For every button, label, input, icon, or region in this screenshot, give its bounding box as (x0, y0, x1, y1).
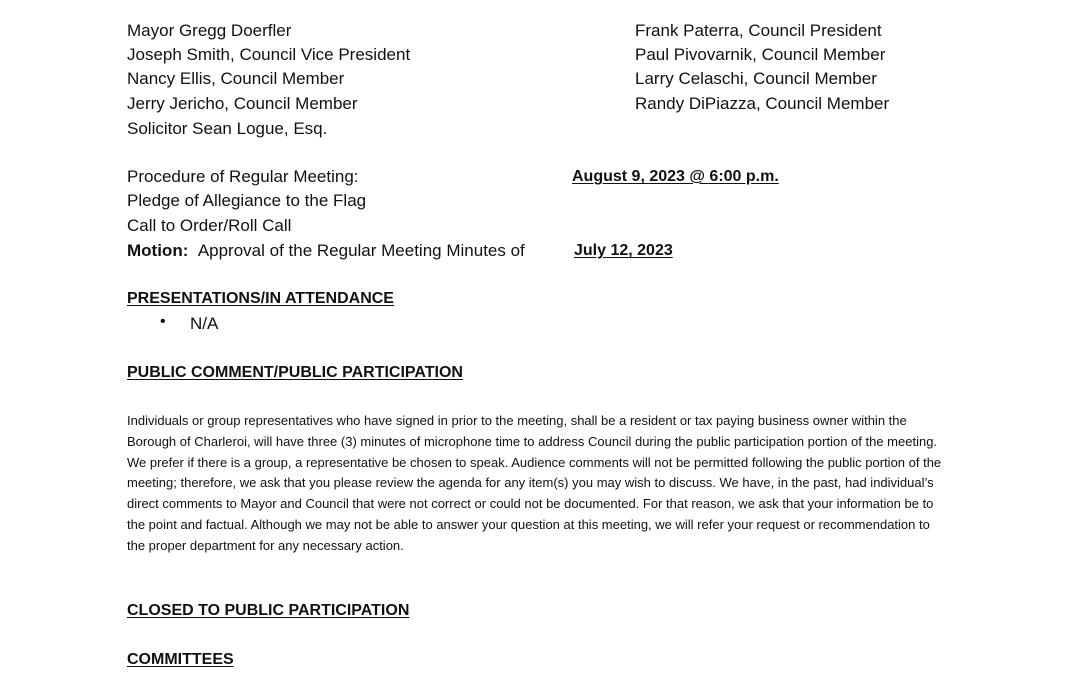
presentations-heading: PRESENTATIONS/IN ATTENDANCE (127, 290, 394, 307)
official-council-member: Randy DiPiazza, Council Member (635, 94, 890, 113)
pledge-line: Pledge of Allegiance to the Flag (127, 191, 367, 210)
committees-heading: COMMITTEES (127, 651, 234, 668)
procedure-label: Procedure of Regular Meeting: (127, 167, 359, 186)
official-council-member: Larry Celaschi, Council Member (635, 69, 877, 88)
public-comment-heading: PUBLIC COMMENT/PUBLIC PARTICIPATION (127, 364, 463, 381)
meeting-date: August 9, 2023 @ 6:00 p.m. (572, 168, 779, 185)
presentations-item: N/A (190, 314, 219, 333)
public-comment-paragraph: Individuals or group representatives who have signed in prior to the meeting, shall be a resident or tax paying business owner within the Borough of Charleroi, will have three (3) minutes of microphone time to address Council during the public participation portion of the meeting. We prefer if there is a group, a representative be chosen to speak. Audience comments will not be permitted following the public portion of the meeting; therefore, we ask that you please review the agenda for any item(s) you may wish to discuss. We have, in the past, had individual’s direct comments to Mayor and Council that were not correct or could not be documented. For that reason, we ask that your information be to the point and factual. Although we may not be able to answer your question at this meeting, we will refer your request or recommendation to the proper department for any necessary action. (127, 413, 942, 553)
official-council-member: Nancy Ellis, Council Member (127, 69, 345, 88)
closed-heading: CLOSED TO PUBLIC PARTICIPATION (127, 602, 410, 619)
bullet-icon: • (160, 313, 166, 330)
official-council-member: Jerry Jericho, Council Member (127, 94, 358, 113)
motion-label: Motion: (127, 241, 189, 260)
motion-text: Approval of the Regular Meeting Minutes of (197, 241, 525, 260)
official-vice-president: Joseph Smith, Council Vice President (127, 45, 411, 64)
motion-line (127, 241, 525, 261)
official-president: Frank Paterra, Council President (635, 21, 882, 40)
minutes-date: July 12, 2023 (574, 242, 673, 259)
official-council-member: Paul Pivovarnik, Council Member (635, 45, 886, 64)
official-solicitor: Solicitor Sean Logue, Esq. (127, 119, 328, 138)
official-mayor: Mayor Gregg Doerfler (127, 21, 292, 40)
roll-call-line: Call to Order/Roll Call (127, 216, 292, 235)
